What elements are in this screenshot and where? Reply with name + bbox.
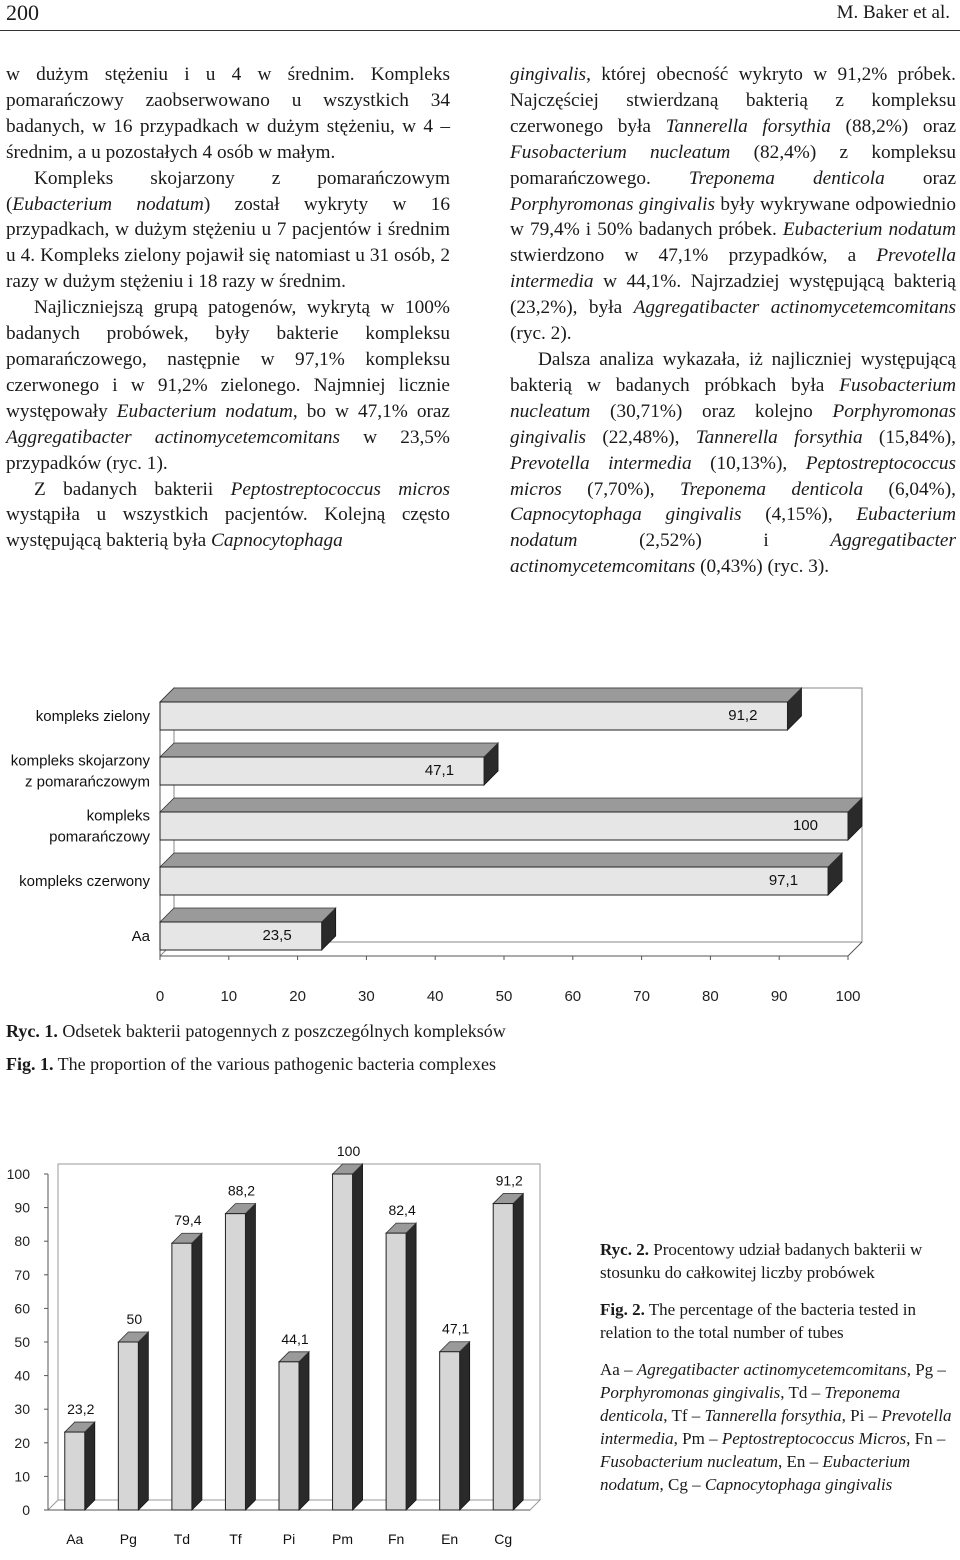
text-run: Kompleks skojarzony z pomarańczowym ( (6, 167, 450, 215)
species-name: Fusobacterium nucleatum (510, 374, 956, 422)
x-tick-label: Pm (332, 1531, 354, 1547)
page-number: 200 (6, 0, 39, 25)
text-run: (2,52%) i (577, 530, 831, 552)
text-run: były wykrywane odpowiednio w 79,4% i 50% badanych próbek. (510, 193, 956, 241)
x-tick-label: 50 (495, 988, 513, 1005)
figure-2-caption-en (600, 1298, 955, 1344)
x-tick-label: 70 (633, 988, 650, 1005)
data-label: 100 (792, 817, 818, 834)
species-name: Eubacterium nodatum (12, 193, 204, 215)
species-name: Prevotella intermedia (510, 245, 956, 293)
caption-label: Ryc. 2. (600, 1240, 649, 1259)
species-name: Treponema denticola (688, 167, 885, 189)
text-run: (ryc. 2). (510, 323, 572, 345)
species-name: Prevotella intermedia (510, 452, 692, 474)
legend-abbr: Aa – (600, 1360, 637, 1379)
bar-side (245, 1204, 255, 1510)
y-tick-label: 30 (14, 1401, 30, 1418)
bar (160, 702, 787, 730)
data-label: 91,2 (728, 707, 758, 724)
x-tick-label: Pi (282, 1531, 296, 1547)
x-tick-label: Td (173, 1531, 191, 1547)
text-run: (88,2%) oraz (830, 115, 956, 137)
legend-species: Eubacterium nodatum (600, 1452, 911, 1494)
x-tick-label: Cg (494, 1531, 513, 1547)
species-name: Aggregatibacter actinomycetemcomitans (6, 426, 341, 448)
species-name: Capnocytophaga gingivalis (510, 504, 742, 526)
x-tick-label: 80 (702, 988, 719, 1005)
text-run: Dalsza analiza wykazała, iż najliczniej występującą bakterią w badanych próbkach była (510, 348, 956, 396)
species-name: Eubacterium nodatum (116, 400, 293, 422)
data-label: 47,1 (424, 762, 455, 779)
bar-side (353, 1164, 363, 1510)
text-run: oraz (884, 167, 956, 189)
data-label: 23,5 (262, 927, 292, 944)
caption-label: Ryc. 1. (6, 1021, 58, 1041)
y-tick-label: 10 (14, 1468, 30, 1485)
bar (160, 812, 848, 840)
legend-species: Capnocytophaga gingivalis (704, 1475, 893, 1494)
bar-side (138, 1332, 148, 1510)
x-axis-depth (848, 942, 862, 956)
figure-2-abbreviation-legend: Aa – Agregatibacter actinomycetemcomitans, Pg – Porphyromonas gingivalis, Td – Treponema denticola, Tf – Tannerella forsythia, Pi – Prevotella intermedia, Pm – Peptostreptococcus Micros, Fn – Fusobacterium nucleatum, En – Eubacterium nodatum, Cg – Capnocytophaga gingivalis (600, 1360, 952, 1494)
text-run: stwierdzono w 47,1% przypadków, a (510, 245, 877, 267)
text-run: (22,48%), (586, 426, 696, 448)
caption-label: Fig. 1. (6, 1054, 54, 1074)
legend-species: Tannerella forsythia (704, 1406, 842, 1425)
paragraph (6, 295, 450, 476)
paragraph (6, 62, 450, 166)
caption-label: Fig. 2. (600, 1300, 645, 1319)
legend-species: Agregatibacter actinomycetemcomitans (636, 1360, 907, 1379)
bar-top (160, 688, 801, 702)
paragraph (6, 477, 450, 555)
category-label: kompleks (86, 807, 150, 825)
x-tick-label: 30 (358, 988, 375, 1005)
species-name: Aggregatibacter actinomycetemcomitans (633, 297, 956, 319)
data-label: 47,1 (442, 1320, 470, 1337)
data-label: 82,4 (388, 1202, 416, 1219)
text-run: (15,84%), (862, 426, 957, 448)
bar-side (513, 1194, 523, 1510)
species-name: Peptostreptococcus micros (510, 452, 956, 500)
x-tick-label: 0 (155, 988, 165, 1005)
data-label: 97,1 (768, 872, 799, 889)
bar (279, 1362, 299, 1510)
right-column (510, 62, 956, 580)
x-tick-label: 60 (564, 988, 582, 1005)
text-run: (30,71%) oraz kolejno (590, 400, 833, 422)
text-run: (6,04%), (863, 478, 956, 500)
category-label: kompleks czerwony (19, 873, 150, 890)
legend-species: Porphyromonas gingivalis (600, 1383, 781, 1402)
text-run: Najliczniejszą grupą patogenów, wykrytą w 100% badanych probówek, były bakterie kompleksu pomarańczowego, następnie w 97,1% kompleksu czerwonego i w 91,2% zielonego. Najmniej licznie występowały (6, 297, 450, 422)
text-run: Z badanych bakterii (34, 478, 231, 500)
bar-top (160, 853, 842, 867)
data-label: 79,4 (174, 1212, 202, 1229)
species-name: Treponema denticola (679, 478, 864, 500)
bar (65, 1432, 85, 1510)
x-tick-label: En (441, 1531, 459, 1547)
legend-abbr: Cg – (668, 1475, 705, 1494)
category-label: kompleks zielony (35, 708, 150, 725)
bar (386, 1233, 406, 1510)
text-run: (7,70%), (561, 478, 680, 500)
text-run: , bo w 47,1% oraz (292, 400, 450, 422)
data-label: 44,1 (281, 1330, 309, 1347)
y-tick-label: 100 (6, 1166, 30, 1182)
bar (160, 867, 828, 895)
left-column (6, 62, 450, 554)
figure-2-chart (0, 1130, 590, 1560)
bar-side (299, 1352, 309, 1510)
bar (160, 922, 322, 950)
species-name: Peptostreptococcus micros (230, 478, 450, 500)
paragraph (510, 347, 956, 580)
text-run: w 44,1%. Najrzadziej występującą bakterią (23,2%), była (510, 271, 956, 319)
text-run: w dużym stężeniu i u 4 w średnim. Kompleks pomarańczowy zaobserwowano u wszystkich 34 badanych, w 16 przypadkach w dużym stężeniu, w 4 – średnim, a u pozostałych 4 osób w małym. (6, 64, 450, 163)
category-label: kompleks skojarzony (10, 752, 150, 770)
text-run: wystąpiła u wszystkich pacjentów. Kolejną często występującą bakterią była (6, 504, 450, 552)
figure-2-caption-pl (600, 1238, 955, 1284)
text-run: (82,4%) z kompleksu pomarańczowego. (510, 141, 956, 189)
caption-text: The percentage of the bacteria tested in relation to the total number of tubes (600, 1300, 916, 1342)
bar (333, 1174, 353, 1510)
x-tick-label: Fn (387, 1531, 405, 1547)
category-label: z pomarańczowym (24, 773, 150, 791)
species-name: Capnocytophaga (211, 530, 343, 552)
bar-top (160, 908, 336, 922)
y-tick-label: 40 (14, 1367, 30, 1384)
caption-text: Procentowy udział badanych bakterii w stosunku do całkowitej liczby probówek (600, 1240, 923, 1282)
species-name: Tannerella forsythia (695, 426, 863, 448)
data-label: 88,2 (227, 1182, 256, 1199)
running-author: M. Baker et al. (836, 2, 950, 23)
legend-abbr: Pg – (915, 1360, 946, 1379)
bar (440, 1352, 460, 1510)
figure-1-caption-en (6, 1053, 496, 1075)
figure-1-caption-pl (6, 1020, 506, 1042)
legend-abbr: Fn – (914, 1429, 946, 1448)
bar (118, 1342, 138, 1510)
bar-side (85, 1422, 95, 1510)
x-tick-label: Tf (229, 1531, 242, 1547)
species-name: Eubacterium nodatum (510, 504, 956, 552)
text-run: , której obecność wykryto w 91,2% próbek. Najczęściej stwierdzaną bakterią z kompleksu czerwonego była (510, 64, 956, 137)
bar (225, 1214, 245, 1510)
caption-text: The proportion of the various pathogenic bacteria complexes (53, 1054, 497, 1074)
y-tick-label: 20 (14, 1434, 30, 1451)
legend-abbr: Tf – (671, 1406, 705, 1425)
species-name: Aggregatibacter actinomycetemcomitans (510, 530, 956, 578)
text-run: ) został wykryty w 16 przypadkach, w dużym stężeniu u 7 pacjentów i średnim u 4. Kompleks zielony pojawił się natomiast u 31 osób, 2 razy w dużym stężeniu i 18 razy w średnim. (6, 193, 450, 293)
bar-side (406, 1223, 416, 1510)
bar-top (160, 798, 862, 812)
x-tick-label: 10 (220, 988, 238, 1005)
y-tick-label: 50 (14, 1334, 30, 1350)
text-run: w 23,5% przypadków (ryc. 1). (6, 426, 450, 474)
x-tick-label: 20 (289, 988, 306, 1005)
bar (172, 1243, 192, 1510)
x-tick-label: Aa (66, 1531, 84, 1547)
data-label: 91,2 (495, 1172, 523, 1189)
species-name: Porphyromonas gingivalis (510, 400, 956, 448)
data-label: 50 (126, 1311, 143, 1327)
caption-text: Odsetek bakterii patogennych z poszczególnych kompleksów (57, 1021, 506, 1041)
legend-species: Prevotella intermedia (600, 1406, 952, 1448)
bar-side (460, 1342, 470, 1510)
text-run: (4,15%), (741, 504, 857, 526)
data-label: 23,2 (67, 1401, 95, 1418)
paragraph (6, 166, 450, 296)
species-name: gingivalis (510, 64, 587, 85)
legend-abbr: Pi – (850, 1406, 882, 1425)
y-tick-label: 70 (14, 1266, 30, 1283)
x-tick-label: 100 (835, 988, 861, 1005)
bar (493, 1204, 513, 1510)
legend-species: Fusobacterium nucleatum (600, 1452, 778, 1471)
x-tick-label: 40 (426, 988, 444, 1005)
text-run: (10,13%), (691, 452, 806, 474)
legend-species: Peptostreptococcus Micros (721, 1429, 907, 1448)
bar-top (160, 743, 498, 757)
legend-abbr: En – (786, 1452, 823, 1471)
y-tick-label: 90 (14, 1199, 30, 1216)
header-rule (0, 30, 960, 31)
page-header (0, 0, 960, 30)
species-name: Eubacterium nodatum (782, 219, 956, 241)
y-tick-label: 60 (14, 1300, 30, 1317)
data-label: 100 (336, 1143, 361, 1159)
text-run: (0,43%) (ryc. 3). (695, 556, 830, 578)
legend-species: Treponema denticola (600, 1383, 901, 1425)
y-tick-label: 80 (14, 1233, 30, 1250)
paragraph (510, 62, 956, 347)
x-tick-label: 90 (770, 988, 788, 1005)
bar-side (192, 1233, 202, 1510)
y-tick-label: 0 (22, 1502, 30, 1518)
x-tick-label: Pg (119, 1531, 137, 1547)
figure-2-captions (600, 1238, 955, 1510)
category-label: pomarańczowy (49, 828, 150, 846)
species-name: Tannerella forsythia (665, 115, 831, 137)
legend-abbr: Td – (788, 1383, 825, 1402)
legend-abbr: Pm – (682, 1429, 722, 1448)
species-name: Porphyromonas gingivalis (510, 193, 715, 215)
figure-1-chart (0, 660, 960, 1005)
species-name: Fusobacterium nucleatum (510, 141, 731, 163)
category-label: Aa (131, 928, 150, 945)
